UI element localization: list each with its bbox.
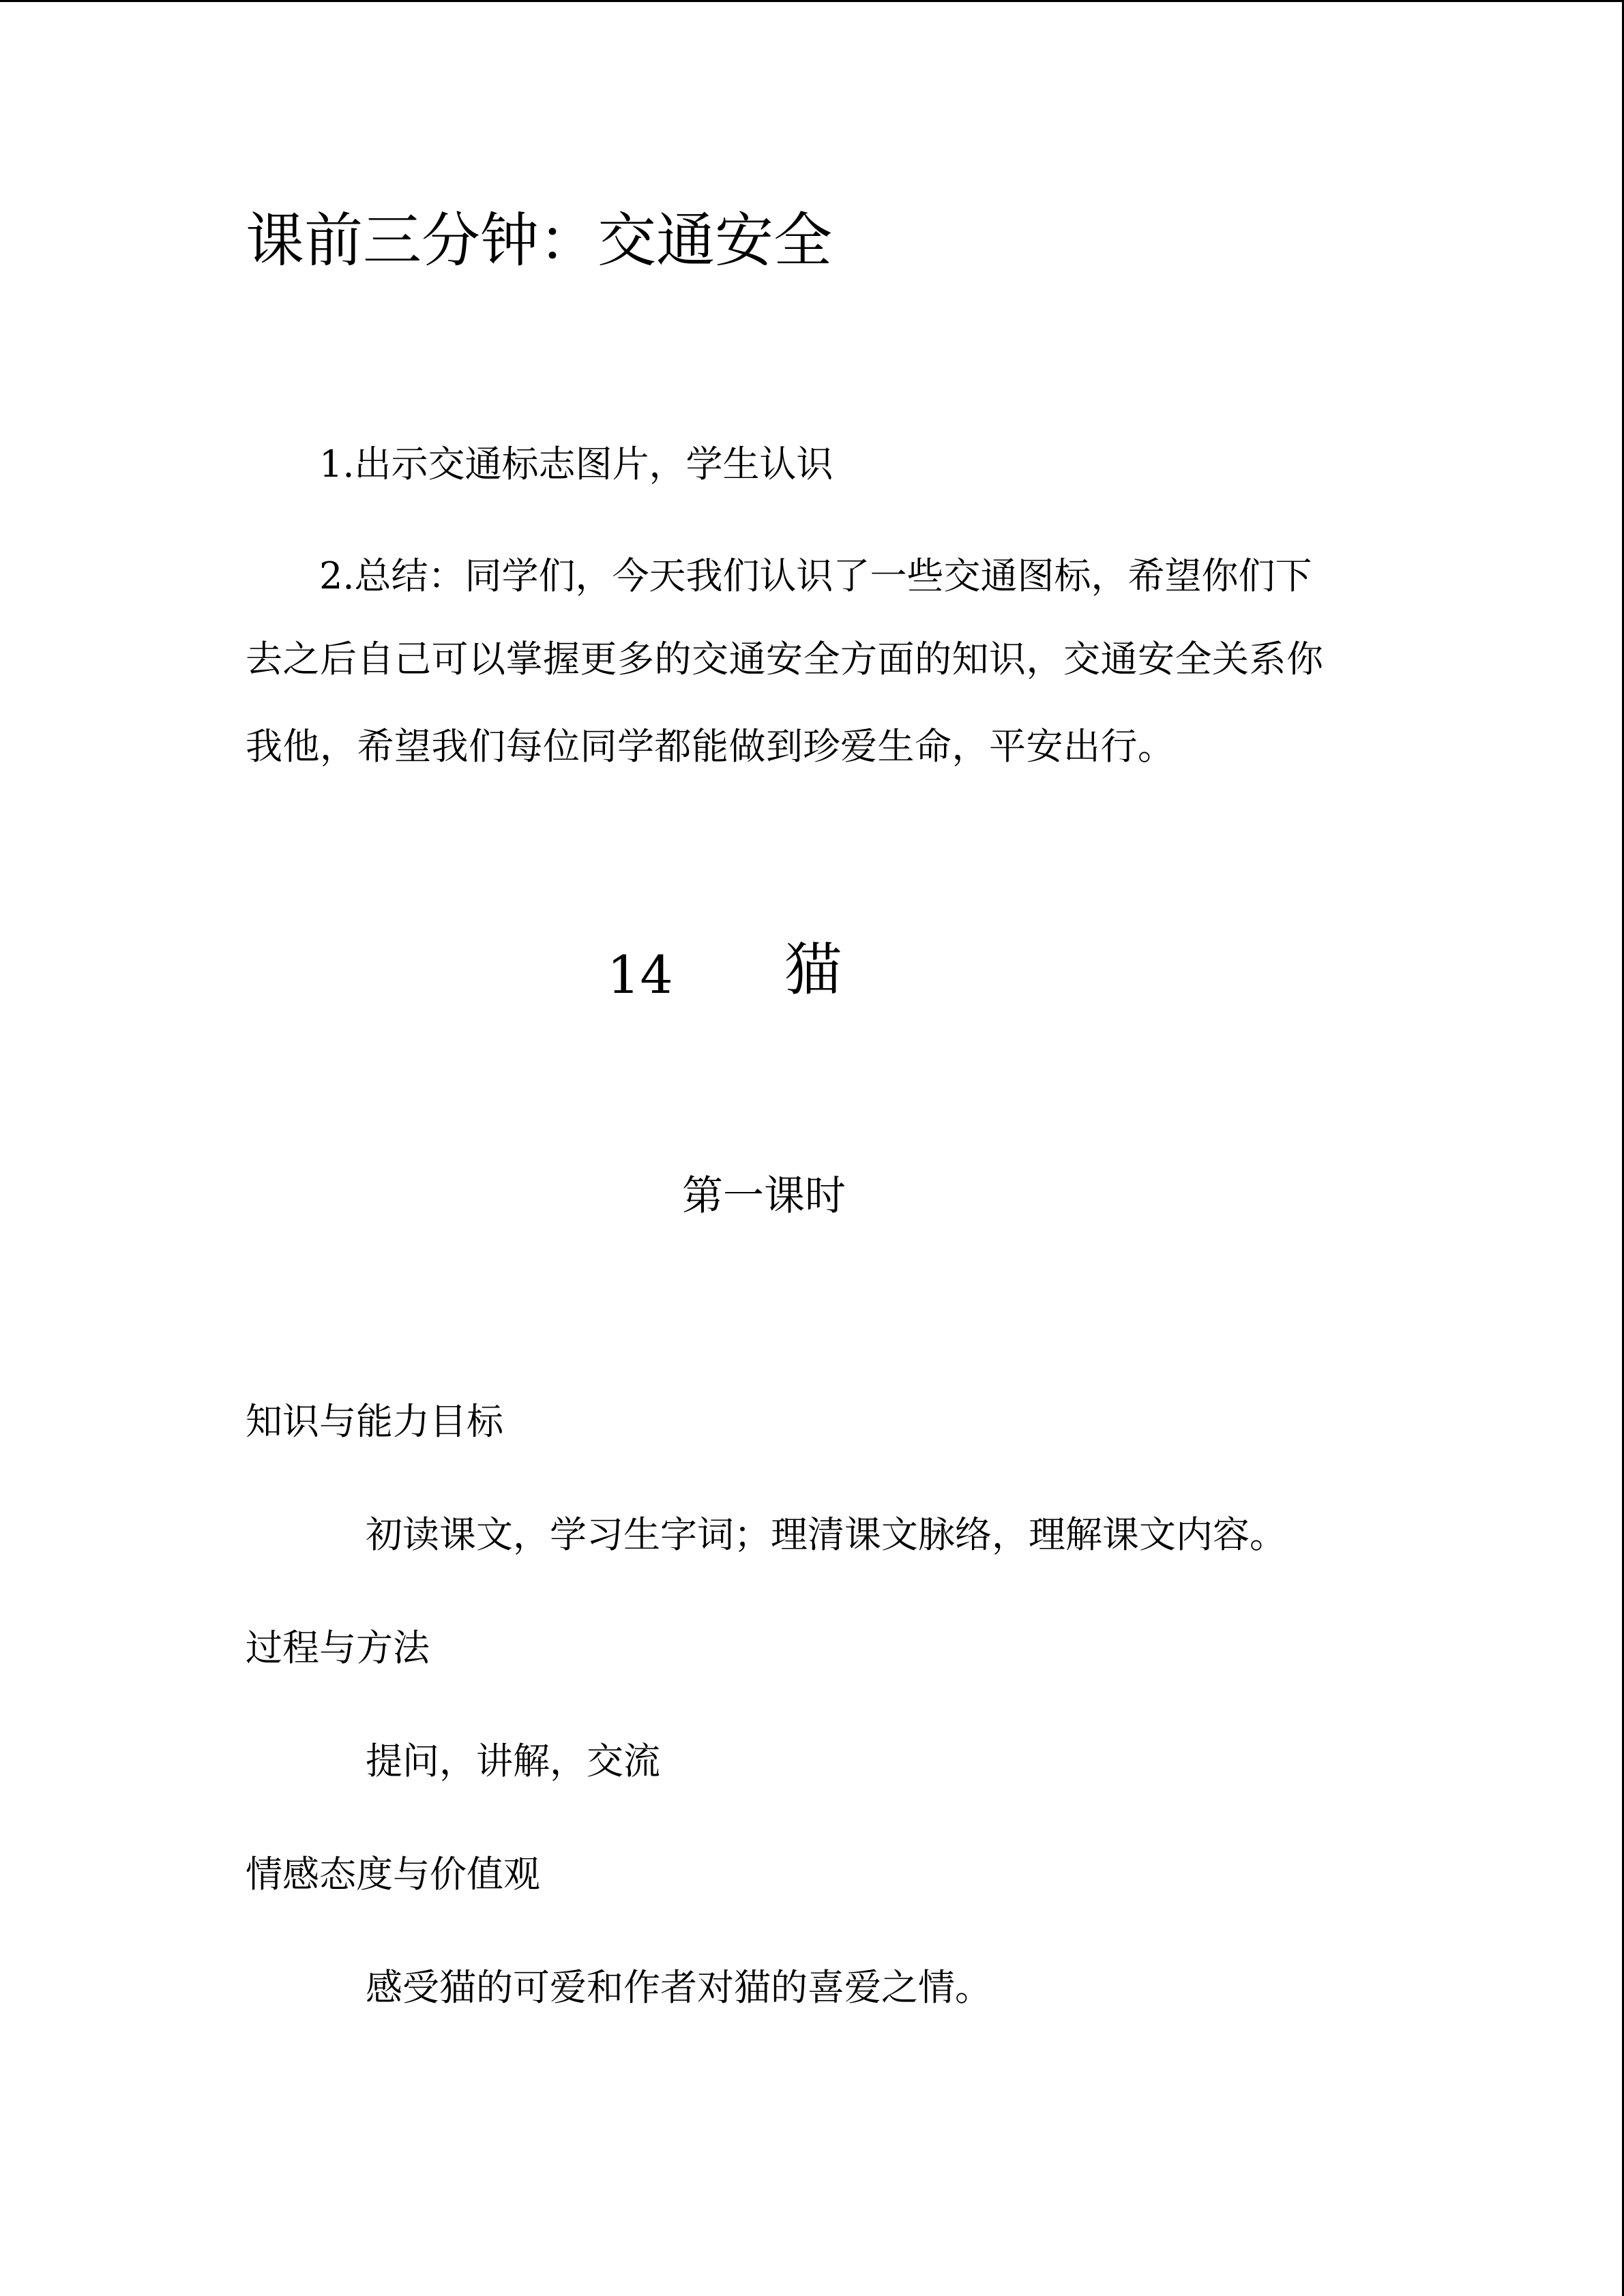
objective-content-knowledge: 初读课文，学习生字词；理清课文脉络，理解课文内容。 [366,1513,1286,1556]
lesson-period: 第一课时 [682,1172,846,1220]
page-border-top [0,0,1624,2]
lesson-number: 14 [607,944,673,1005]
section-title: 课前三分钟：交通安全 [246,207,832,275]
objective-content-process: 提问，讲解，交流 [366,1740,660,1783]
objective-heading-emotion: 情感态度与价值观 [246,1853,540,1896]
objective-content-emotion: 感受猫的可爱和作者对猫的喜爱之情。 [366,1966,992,2009]
objective-heading-process: 过程与方法 [246,1626,430,1669]
lesson-title: 猫 [784,936,842,1003]
paragraph-line-2: 去之后自己可以掌握更多的交通安全方面的知识，交通安全关系你 [246,638,1324,681]
list-item-2: 2.总结：同学们，今天我们认识了一些交通图标，希望你们下 [319,554,1312,597]
list-item-1: 1.出示交通标志图片，学生认识 [319,443,833,486]
objective-heading-knowledge: 知识与能力目标 [246,1400,503,1443]
paragraph-line-3: 我他，希望我们每位同学都能做到珍爱生命，平安出行。 [246,725,1175,768]
